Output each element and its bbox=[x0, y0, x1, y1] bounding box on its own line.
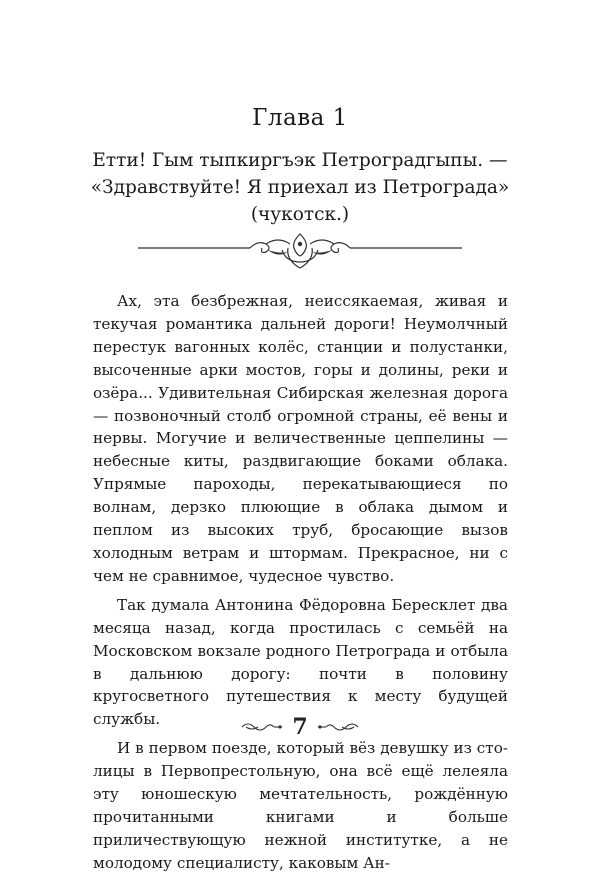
paragraph-3: И в первом поезде, который вёз девушку из столицы в Первопрестольную, она всё ещё лелеяла эту юношескую мечтательность, рождённую прочитанными книгами и больше приличествующую нежной институтке, а не молодому специалисту, каковым Ан- bbox=[93, 739, 508, 872]
paragraph-2: Так думала Антонина Фёдоровна Бересклет два месяца назад, когда простилась с семьёй на Московском вокзале родного Петрограда и отбыла в дальнюю дорогу: почти в половину кругосветного путешествия к месту будущей службы. bbox=[93, 595, 508, 729]
chapter-title: Глава 1 bbox=[252, 105, 348, 131]
epigraph-attribution: (чукотск.) bbox=[250, 204, 350, 225]
epigraph-line-2: «Здравствуйте! Я приехал из Петрограда» bbox=[90, 177, 510, 198]
epigraph bbox=[60, 147, 540, 228]
page-footer bbox=[0, 712, 600, 742]
epigraph-line-1: Етти! Гым тыпкиргъэк Петроградгыпы. — bbox=[92, 150, 508, 171]
flourish-divider-icon bbox=[138, 232, 462, 272]
folio-ornament-right-icon bbox=[316, 720, 360, 734]
paragraph-1: Ах, эта безбрежная, неиссякаемая, живая и текучая романтика дальней дороги! Неумолчный перестук вагонных колёс, станции и полустанки, высоченные арки мостов, горы и долины, реки и озёра... Удивительная Сибирская железная дорога — позвоночный столб огромной страны, её вены и нервы. Могучие и величественные цеппелины — небесные киты, раздвигающие боками облака. Упрямые пароходы, перекатывающиеся по волнам, дерзко плюющие в облака дымом и пеплом из высоких труб, бросающие вызов холодным ветрам и штормам. Прекрасное, ни с чем не сравнимое, чудесное чувство. bbox=[93, 292, 508, 585]
folio-ornament-left-icon bbox=[240, 720, 284, 734]
body-text bbox=[93, 290, 508, 881]
page-number: 7 bbox=[292, 714, 308, 740]
